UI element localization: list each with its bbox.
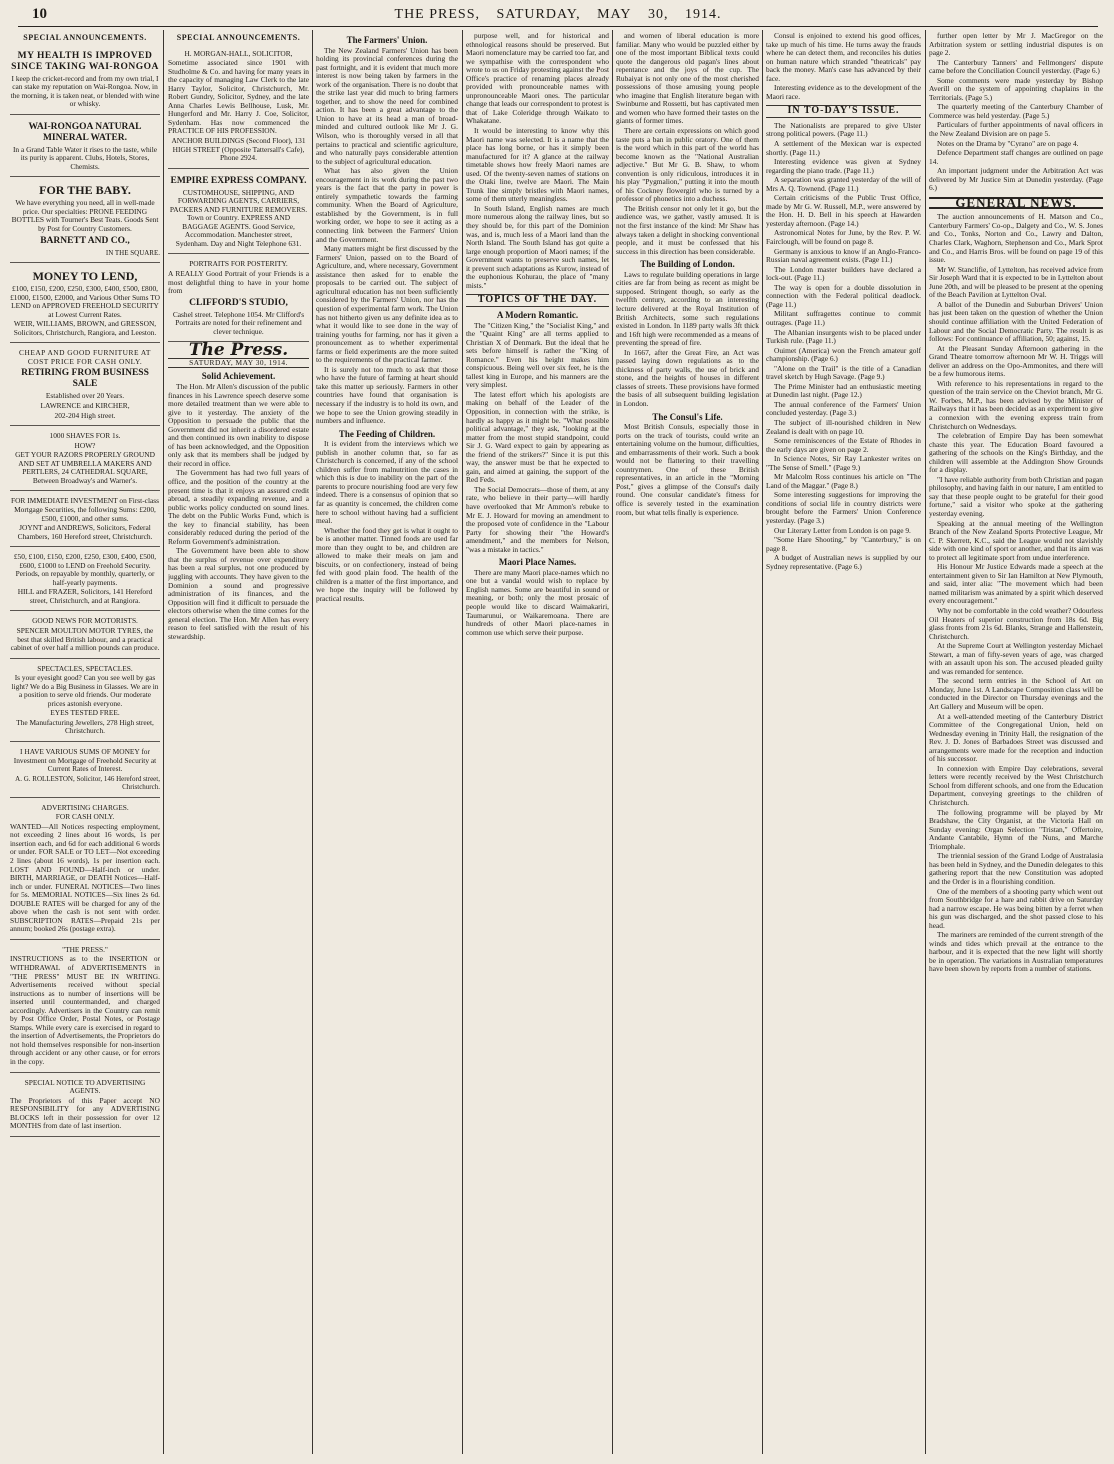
news-paragraph: His Honour Mr Justice Edwards made a speech at the entertainment given to Sir Ian Hamilton at New Plymouth, and said, inter alia: "The movement which had been named militarism was animated by a spirit which deserved every encouragement." — [929, 562, 1103, 606]
news-paragraph: The following programme will be played by Mr Bradshaw, the City Organist, at the Victoria Hall on Sunday evening: Organ Selection "Tristan," Offertoire, Andante Cantabile, Hymn of the Nuns, and Marche Triomphale. — [929, 807, 1103, 851]
issue-item: In Science Notes, Sir Ray Lankester writes on "The Sense of Smell." (Page 9.) — [766, 454, 921, 472]
article-paragraph: It is evident from the interviews which we publish in another column that, so far as Christchurch is concerned, if any of the school children suffer from malnutrition the cases in which this is due to inability on the part of the parents to procure nourishing food are very few indeed. There is a consensus of opinion that so far as quantity is concerned, the children come here to school without having had a sufficient meal. — [316, 439, 458, 526]
ad-firm: JOYNT and ANDREWS, Solicitors, Federal Chambers, 160 Hereford street, Christchurch. — [17, 523, 153, 541]
column-rule — [312, 30, 313, 1454]
news-paragraph: The second term entries in the School of Art on Monday, June 1st. A Landscape Composition class will be conducted in the Director on Thursday evenings and the Art Gallery and Museum will be open. — [929, 676, 1103, 712]
news-paragraph: The mariners are reminded of the current strength of the winds and tides which prevail at the entrance to the harbour, and it is expected that the new light will shortly be in operation. The variations in Australian temperatures have been shown by reports from a number of stations. — [929, 930, 1103, 974]
article-title: Maori Place Names. — [498, 557, 577, 568]
issue-item: Our Literary Letter from London is on page 9. — [774, 525, 911, 535]
news-paragraph: In connexion with Empire Day celebrations, several letters were recently received by the West Christchurch School from different schools, and one from the Education Department, conveying greetings to the children of Christchurch. — [929, 763, 1103, 808]
ad-text: CUSTOMHOUSE, SHIPPING, AND FORWARDING AGENTS, CARRIERS, PACKERS AND FURNITURE REMOVERS. Town or Country. EXPRESS AND BAGGAGE AGENTS. Good Service, Accommodation. Manchester street, Sydenham. Day and Night Telephone 631. — [169, 187, 308, 248]
news-paragraph: The triennial session of the Grand Lodge of Australasia has been held in Sydney, and the Dunedin delegates to this gathering report that the new Constitution was adopted and the Order is in a flourishing condition. — [929, 851, 1103, 886]
ad-text: Established over 20 Years. — [45, 391, 125, 401]
ad-title: EMPIRE EXPRESS COMPANY. — [170, 175, 307, 186]
issue-item: The way is open for a double dissolution in connection with the Federal political deadlock. (Page 11.) — [766, 282, 921, 309]
ad-text: WANTED—All Notices respecting employment, not exceeding 2 lines about 16 words, 1s per insertion each, and 6d for each additional 6 words or under. FOR SALE or TO LET—Not exceeding 2 lines (about 16 words), 1s per insertion each. LOST AND FOUND—Half-inch or under. BIRTH, MARRIAGE, or DEATH Notices—Half-inch or under. FUNERAL NOTICES—Two lines for 5s. MEMORIAL NOTICES—Six lines 2s 6d. DOUBLE RATES will be charged for any of the above when the cash is not sent with order. SUBSCRIPTION RATES—Prepaid 21s per annum; booked 26s (postage extra). — [10, 821, 160, 934]
article-paragraph: It would be interesting to know why this Maori name was selected. It is a name that the place has long borne, or has it simply been manufactured for it? A glance at the railway timetable shows how freely Maori names are used. Of the twenty-seven names of stations on the Otaki line, twelve are Maori. The Main Trunk line simply bristles with Maori names, some of them utterly meaningless. — [466, 126, 609, 204]
ad-address: Cashel street. Telephone 1054. Mr Clifford's Portraits are noted for their refinement and clever technique. — [172, 309, 305, 336]
ad-title: FOR THE BABY. — [39, 183, 131, 198]
editorial-paragraph: The Hon. Mr Allen's discussion of the public finances in his Lawrence speech deserve some more detailed treatment than we were able to give to it yesterday. The anxiety of the Opposition to persuade the public that the Government did not inherit a disordered estate and then continued its own inability to dispose of has been acknowledged, and the Opposition only ask that its members shall be judged by their record in office. — [168, 381, 309, 468]
article-paragraph: purpose well, and for historical and ethnological reasons should be preserved. But Maori nomenclature may be carried too far, and we sympathise with the correspondent who wrote to us on Friday protesting against the Post Office's practice of renaming places already provided with pronounceable names with unpronounceable Maori ones. The particular change that leads our correspondent to protest is that of Lake Coleridge through Waikato to Whakatane. — [466, 32, 609, 126]
advertisement — [10, 46, 160, 115]
advertisement — [10, 661, 160, 742]
article-paragraph: The New Zealand Farmers' Union has been holding its provincial conferences during the past fortnight, and it is evident that much more interest is now being taken by farmers in the work of the organisation. There is no doubt that the strike last year did much to bring farmers together, and to show the need for combined action. It has been a great advantage to the Union to have at its head a man of broad-minded and cultured outlook like Mr J. G. Wilson, who is thoroughly versed in all that pertains to practical and scientific agriculture, and who naturally pays considerable attention to the subject of agricultural education. — [316, 45, 458, 166]
ad-text: I HAVE VARIOUS SUMS OF MONEY for Investment on Mortgage of Freehold Security at Current Rates of Interest. — [13, 746, 157, 774]
ad-title: GOOD NEWS FOR MOTORISTS. — [32, 616, 138, 626]
news-paragraph: The auction announcements of H. Matson and Co., Canterbury Farmers' Co-op., Dalgety and Co., W. S. Jones and Co., Tonks, Norton and Co., Lawry and Dalton, Charles Clark, Waghorn, Stephenson and Co., Mark Sprot and Co., and Harris Bros. will be found on page 19 of this issue. — [929, 212, 1103, 265]
ad-text: Is your eyesight good? Can you see well by gas light? We do a Big Business in Glasses. We are in a position to serve old friends. Our moderate prices astonish everyone. — [11, 673, 159, 708]
advertisement — [10, 117, 160, 178]
column-rule — [163, 30, 164, 1454]
issue-item: The London master builders have declared a lock-out. (Page 11.) — [766, 264, 921, 283]
ad-text: Sometime associated since 1901 with Studholme & Co. and having for many years in the capacity of managing Law Clerk to the late Harry Taylor, Solicitor, Christchurch, Mr. Robert Gundry, Solicitor, Sydney, and the late Anna Charles Lewis Bellhouse, Lusk, Mr. Hungerford and Mr. Harry J. Coe, Solicitor, Sydenham. Has now commenced the PRACTICE OF HIS PROFESSION. — [168, 58, 309, 136]
ad-text: I keep the cricket-record and from my own trial, I can stake my reputation on Wai-Rongoa. Now, in the morning, it is taken neat, or blended with wine or whisky. — [10, 73, 160, 109]
issue-item: Particulars of further appointments of naval officers in the New Zealand Division are on page 5. — [929, 120, 1103, 139]
advertisement — [10, 800, 160, 940]
issue-item: A separation was granted yesterday of the will of Mrs A. Q. Townend. (Page 11.) — [766, 175, 921, 193]
ad-subtitle: RETIRING FROM BUSINESS SALE — [21, 368, 149, 390]
issue-item: The Prime Minister had an enthusiastic meeting at Dunedin last night. (Page 12.) — [766, 381, 921, 400]
section-heading: SPECIAL ANNOUNCEMENTS. — [23, 33, 147, 42]
column-7 — [929, 32, 1103, 1454]
ad-firm: CLIFFORD'S STUDIO, — [189, 297, 288, 308]
article-paragraph: Laws to regulate building operations in large cities are far from being as recent as might be supposed. Stringent though, so early as the twelfth century, according to an interesting lecture delivered at the Royal Institution of British Architects, some such regulations existed in London. In 1189 party walls 3ft thick and 16ft high were recommended as a means of preventing the spread of fire. — [616, 269, 759, 348]
ad-title: MONEY TO LEND, — [32, 269, 138, 284]
column-5 — [616, 32, 759, 1454]
masthead-month: MAY — [597, 7, 632, 22]
article-paragraph: There are certain expressions on which good taste puts a ban in public oratory. One of them is the word which in this part of the world has become known as the "National Australian adjective." But Mr G. B. Shaw, to whom convention is only ridiculous, introduces it in his play "Pygmalion," putting it into the mouth of his Cockney flowergirl who is turned by a professor of phonetics into a duchess. — [616, 126, 759, 204]
article-paragraph: The Social Democrats—those of them, at any rate, who believe in their party—will hardly have overlooked that Mr Ammon's rebuke to Mr E. J. Howard for moving an amendment to the proposed vote of confidence in the "Labour Party for showing their "the Howard's amendment," and the members for Nelson, "was a mistake in tactics." — [466, 484, 609, 554]
ad-title: CHEAP AND GOOD FURNITURE AT COST PRICE FOR CASH ONLY. — [19, 348, 151, 366]
ad-firm: The Manufacturing Jewellers, 278 High street, Christchurch. — [16, 717, 154, 736]
article-paragraph: What has also given the Union encouragement in its work during the past two years is the fact that the party in power is entirely sympathetic towards the farming community. When the Board of Agriculture, established by the Government, is in full working order, we hope to see it acting as a connecting link between the Farmers' Union and the Government. — [316, 166, 458, 244]
page-masthead — [18, 4, 1098, 27]
column-3 — [316, 32, 458, 1454]
issue-item: "Alone on the Trail" is the title of a Canadian travel sketch by Hugh Savage. (Page 9.) — [766, 363, 921, 382]
issue-item: The annual conference of the Farmers' Union concluded yesterday. (Page 3.) — [766, 399, 921, 418]
issue-item: Some comments were made yesterday by Bishop Averill on the system of appointing chaplains in the Territorials. (Page 5.) — [929, 75, 1103, 102]
ad-text: £100, £150, £200, £250, £300, £400, £500, £800, £1000, £1500, £2000, and Various Other Sums TO LEND on APPROVED FREEHOLD SECURITY at Lowest Current Rates. — [10, 284, 160, 319]
news-paragraph: With reference to his representations in regard to the question of the train service on the Cheviot branch, Mr G. W. Forbes, M.P., has been advised by the Minister of Railways that it has been decided as an experiment to give a connexion with the evening express train from Christchurch on Wednesdays. — [929, 378, 1103, 431]
news-paragraph: Speaking at the annual meeting of the Wellington Branch of the New Zealand Sports Protective League, Mr C. P. Skerrett, K.C., said the League would not slavishly side with one kind of sport or another, and that its aim was to protect all legitimate sport from undue interference. — [929, 518, 1103, 562]
advertisement — [10, 942, 160, 1073]
article-title: The Feeding of Children. — [338, 428, 436, 439]
article-title: A Modern Romantic. — [496, 309, 579, 320]
ad-title: MY HEALTH IS IMPROVED SINCE TAKING WAI-RONGOA — [11, 50, 159, 72]
issue-item: Militant suffragettes continue to commit outrages. (Page 11.) — [766, 309, 921, 327]
ad-text: We have everything you need, all in well-made price. Our specialties: PRONE FEEDING BOTTLES with Tourner's Best Teats. Goods Sent by Post for Country Customers. — [11, 198, 159, 234]
column-rule — [612, 30, 613, 1454]
ad-title: SPECIAL NOTICE TO ADVERTISING AGENTS. — [24, 1077, 146, 1096]
masthead-day: SATURDAY, — [496, 7, 581, 22]
issue-item: Interesting evidence was given at Sydney regarding the piano trade. (Page 11.) — [766, 157, 921, 175]
advertisement — [10, 549, 160, 611]
advertisement — [10, 744, 160, 798]
ad-text: The Proprietors of this Paper accept NO RESPONSIBILITY for any ADVERTISING BLOCKS left in their possession for over 12 MONTHS from date of last insertion. — [10, 1095, 160, 1131]
ad-subtitle: FOR CASH ONLY. — [55, 812, 115, 822]
ad-title: ADVERTISING CHARGES. — [41, 802, 129, 812]
ad-text: In a Grand Table Water it rises to the taste, while its purity is apparent. Clubs, Hotels, Stores, Chemists. — [12, 144, 158, 171]
masthead-title — [18, 7, 1098, 23]
article-paragraph: Many matters might be first discussed by the Farmers' Union, passed on to the Board of Agriculture, and, where necessary, Government assistance then asked for to enable the proposals to be carried out. The subject of agricultural education has not been sufficiently considered by the Farmers' Union, nor has the question of experimental farm work. The Union has not hitherto given us any definite idea as to what it would like to see done in the way of training youths for farming, nor has it given a pronouncement as to whether experimental farms or field experiments are the more suited to the requirements of the practical farmer. — [316, 244, 458, 365]
column-rule — [925, 30, 926, 1454]
article-title: The Farmers' Union. — [346, 35, 428, 45]
ad-firm: WEIR, WILLIAMS, BROWN, and GRESSON, Solicitors, Christchurch, Rangiora, and Leeston. — [13, 319, 157, 337]
editorial-title: Solid Achievement. — [201, 371, 276, 382]
issue-item: A budget of Australian news is supplied by our Sydney representative. (Page 6.) — [766, 553, 921, 571]
issue-item: The Albanian insurgents wish to be placed under Turkish rule. (Page 11.) — [766, 327, 921, 346]
ad-firm: LAWRENCE and KIRCHER, — [40, 401, 130, 411]
ad-firm: BARNETT AND CO., — [40, 235, 130, 246]
article-paragraph: Interesting evidence as to the development of the Maori race. — [766, 83, 921, 101]
ad-text: GET YOUR RAZORS PROPERLY GROUND AND SET AT UMBRELLA MAKERS AND PERTLERS, 24 CATHEDRAL SQUARE, Between Broadway's and Warner's. — [15, 450, 155, 485]
news-paragraph: At the Supreme Court at Wellington yesterday Michael Stewart, a man of fifty-seven years of age, was charged with an assault upon his son. The accused pleaded guilty and was remanded for sentence. — [929, 641, 1103, 676]
article-paragraph: and women of liberal education is more familiar. Many who would be puzzled either by one of the most important Biblical texts could quote the dangerous old pagan's lines about repentance and the joys of the cup. The Rubaiyat is not only one of the most cherished possessions of those amusing young people who imagine that English literature began with Swinburne and Rossetti, but has captivated men and women who have formed their tastes on the giants of former times. — [616, 32, 759, 126]
ad-text: A REALLY Good Portrait of your Friends is a most delightful thing to have in your home from — [168, 269, 309, 296]
section-heading: GENERAL NEWS. — [929, 197, 1103, 210]
news-paragraph: A ballot of the Dunedin and Suburban Drivers' Union has just been taken on the question of whether the Union should continue affiliation with the United Federation of Labour and the Social Democratic Party. The result is as follows: For continuance of affiliation, 50; against, 15. — [929, 299, 1103, 344]
article-title: The Building of London. — [640, 259, 735, 270]
article-title: The Consul's Life. — [652, 411, 723, 422]
issue-item: An important judgment under the Arbitration Act was delivered by Mr Justice Sim at Dunedin yesterday. (Page 6.) — [929, 166, 1103, 193]
ad-text: SPENCER MOULTON MOTOR TYRES, the best that skilled British labour, and a practical cabinet of over half a million pounds can produce. — [10, 625, 160, 653]
page-number: 10 — [32, 6, 47, 22]
ad-title: WAI-RONGOA NATURAL MINERAL WATER. — [28, 121, 142, 143]
issue-item: Defence Department staff changes are outlined on page 14. — [929, 148, 1103, 166]
issue-item: "Some Hare Shooting," by "Canterbury," is on page 8. — [766, 535, 921, 553]
advertisement — [10, 345, 160, 426]
advertisement — [10, 428, 160, 491]
article-paragraph: In 1667, after the Great Fire, an Act was passed laying down regulations as to the thickness of party walls, the use of brick and stone, and the heights of houses in different classes of streets. These provisions have formed the basis of all subsequent building legislation in London. — [616, 347, 759, 408]
article-paragraph: There are many Maori place-names which no one but a vandal would wish to replace by English names. Some are beautiful in sound or meaning, or both; only the most prosaic of people would like to discard Waimakariri, Taumarunui, or Waikaremoana. There are hundreds of other Maori place-names in common use which serve their purpose. — [466, 567, 609, 637]
ad-address: IN THE SQUARE. — [105, 248, 160, 257]
section-heading: SPECIAL ANNOUNCEMENTS. — [176, 33, 301, 42]
news-paragraph: "I have reliable authority from both Christian and pagan philosophy, and having faith in our nature, I am entitled to say that these people ought to be grateful for their good fortune," said a visitor who spoke at the gathering yesterday evening. — [929, 474, 1103, 518]
ad-subtitle: EYES TESTED FREE. — [50, 708, 120, 718]
column-6 — [766, 32, 921, 1454]
advertisement — [168, 171, 309, 255]
advertisement — [10, 179, 160, 263]
column-1-advertisements — [10, 32, 160, 1454]
issue-item: Some interesting suggestions for improving the conditions of social life in country districts were brought before the Farmers' Union Conference yesterday. (Page 3.) — [766, 490, 921, 525]
ad-title: PORTRAITS FOR POSTERITY. — [189, 259, 288, 269]
issue-item: Some reminiscences of the Estate of Rhodes in the early days are given on page 2. — [766, 436, 921, 454]
section-heading: TOPICS OF THE DAY. — [466, 294, 609, 307]
column-rule — [462, 30, 463, 1454]
article-paragraph: It is surely not too much to ask that those who have the future of farming at heart should take this matter up seriously. Farmers in other countries have found that organisation is necessary if the industry is to hold its own, and we hope to see the Union growing steadily in numbers and influence. — [316, 364, 458, 426]
issue-item: Mr Malcolm Ross continues his article on "The Land of the Maggar." (Page 8.) — [766, 472, 921, 490]
ad-title: 1000 SHAVES FOR 1s. — [49, 431, 121, 441]
news-paragraph: Why not be comfortable in the cold weather? Odourless Oil Heaters of superior construction from 18s 6d. Big glass fronts from 21s 6d. Blanks, Strange and Hallenstein, Christchurch. — [929, 606, 1103, 641]
editorial-paragraph: The Government has had two full years of office, and the position of the country at the present time is that it enjoys an assured credit abroad, a steadily expanding revenue, and a public works policy conducted on sound lines. The debt on the Public Works Fund, which is the key to financial stability, has been considerably reduced during the period of the Reform Government's administration. — [168, 468, 309, 546]
issue-item: The Canterbury Tanners' and Fellmongers' dispute came before the Conciliation Council yesterday. (Page 6.) — [929, 57, 1103, 76]
masthead-paper: THE PRESS, — [394, 7, 480, 22]
issue-item: The Nationalists are prepared to give Ulster strong political powers. (Page 11.) — [766, 120, 921, 139]
advertisement — [168, 46, 309, 169]
dateline: SATURDAY, MAY 30, 1914. — [168, 358, 309, 369]
news-paragraph: The celebration of Empire Day has been somewhat chaste this year. The Education Board favoured a gathering of the schools on the King's Birthday, and the children will assemble at the Addington Show Grounds for a display. — [929, 431, 1103, 475]
issue-item: A settlement of the Mexican war is expected shortly. (Page 11.) — [766, 139, 921, 157]
article-paragraph: Consul is enjoined to extend his good offices, take up much of his time. He turns away the frauds where he can detect them, and reconciles his duties on human nature which stranded "theatricals" pay back the money. Man's case has advanced by their face. — [766, 32, 921, 83]
advertisement — [10, 265, 160, 343]
news-paragraph: Mr W. Stanclifie, of Lyttelton, has received advice from Sir Joseph Ward that it is expected to be in Lyttelton about June 20th, and will be pleased to be present at the opening of the Beach Pavilion at Lyttelton Oval. — [929, 264, 1103, 300]
ad-title: H. MORGAN-HALL, SOLICITOR, — [184, 48, 293, 58]
news-paragraph: At a well-attended meeting of the Canterbury District Committee of the Congregational Union, held on Wednesday evening in Trinity Hall, the resignation of the Rev. J. D. Jones of Barbadoes Street was discussed and arrangements were made for the reception and induction of his successor. — [929, 711, 1103, 764]
ad-address: 202-204 High street. — [54, 410, 116, 420]
issue-item: The subject of ill-nourished children in New Zealand is dealt with on page 10. — [766, 417, 921, 436]
ad-firm: HILL and FRAZER, Solicitors, 141 Hereford street, Christchurch, and at Rangiora. — [17, 587, 153, 605]
article-paragraph: The latest effort which his apologists are making on behalf of the Leader of the Opposition, in connection with the strike, is hardly as happy as it might be. "What possible political advantage," they ask, "looking at the matter from the most stupid standpoint, could Sir J. G. Ward expect to gain by appearing as the friend of the strikers?" Since it is put this way, the answer must be that he expected to gain, and aimed at gaining, the support of the Red Feds. — [466, 389, 609, 485]
issue-item: further open letter by Mr J. MacGregor on the Arbitration system or settling industrial disputes is on page 2. — [929, 32, 1103, 58]
issue-item: Notes on the Drama by "Cyrano" are on page 4. — [937, 138, 1079, 148]
ad-firm: A. G. ROLLESTON, Solicitor, 146 Hereford street, Christchurch. — [15, 774, 160, 792]
news-paragraph: One of the members of a shooting party which went out from Southbridge for a hare and rabbit drive on Saturday had a narrow escape. He was being bitten by a ferret when his gun was discharged, and the shot passed close to his head. — [929, 886, 1103, 930]
ad-text: INSTRUCTIONS as to the INSERTION or WITHDRAWAL of ADVERTISEMENTS in "THE PRESS" MUST BE IN WRITING. Advertisements received without special instructions as to number of insertions will be inserted until countermanded, and charged accordingly. Advertisers in the Country can remit by Post Office Order, Postal Notes, or Postage Stamps. While every care is exercised in regard to the insertion of Advertisements, the Proprietors do not hold themselves responsible for non-insertion through accident or any other cause, or for errors in the copy. — [10, 954, 160, 1067]
issue-item: Astronomical Notes for June, by the Rev. P. W. Fairclough, will be found on page 8. — [766, 228, 921, 247]
issue-item: Germany is anxious to know if an Anglo-Franco-Russian naval agreement exists. (Page 11.) — [766, 246, 921, 265]
article-paragraph: The British censor not only let it go, but the audience was, we gather, vastly amused. It is not the first instance of the kind: Mr Shaw has always taken a delight in shocking conventional people, and it must be confessed that his success in this direction has been considerable. — [616, 203, 759, 256]
section-heading: IN TO-DAY'S ISSUE. — [766, 105, 921, 118]
editorial-paragraph: The Government have been able to show that the surplus of revenue over expenditure has been a real surplus, not one produced by juggling with accounts. They have given to the Dominion a sound and progressive administration of its finances, and the Opposition will find it difficult to persuade the electors otherwise when the time comes for the general election. The Hon. Mr Allen has every reason to feel satisfied with the result of his stewardship. — [168, 546, 309, 641]
advertisement — [10, 493, 160, 547]
ad-text: £50, £100, £150, £200, £250, £300, £400, £500, £600, £1000 to LEND on Freehold Security. Periods, on repayable by monthly, quarterly, or half-yearly payments. — [13, 552, 157, 587]
issue-item: The quarterly meeting of the Canterbury Chamber of Commerce was held yesterday. (Page 5.) — [929, 102, 1103, 120]
article-paragraph: The "Citizen King," the "Socialist King," and the "Quaint King" are all terms applied to Christian X of Denmark. But the ideal that he sets before himself is rather the "King of Romance." Even his height makes him conspicuous. Being well over six feet, he is the tallest king in Europe, and his manners are the very simplest. — [466, 320, 609, 390]
news-paragraph: At the Pleasant Sunday Afternoon gathering in the Grand Theatre tomorrow afternoon Mr W. H. Triggs will deliver an address on the Opo-Ammonites, and there will be a few humorous items. — [929, 343, 1103, 379]
article-paragraph: Whether the food they get is what it ought to be is another matter. Tinned foods are used far more than they ought to be, and children are allowed to make their meals on jam and biscuits, or on confectionery, instead of being fed with good plain food. The health of the children is a matter of the first importance, and we hope the inquiry will be followed by practical results. — [316, 525, 458, 603]
issue-item: Ouimet (America) won the French amateur golf championship. (Page 6.) — [766, 345, 921, 364]
masthead-year: 1914. — [684, 7, 722, 22]
newspaper-nameplate: The Press. — [188, 340, 289, 361]
article-paragraph: Most British Consuls, especially those in ports on the track of tourists, could write an entertaining volume on the humour, difficulties, and embarrassments of their work. Such a book would not be flattering to their travelling countrymen. One of these British representatives, in an article in the "Morning Post," gives a glimpse of the Consul's daily round. One consular candidate's fitness for office is severely tested in the examination room, but what tells finally is experience. — [616, 422, 759, 517]
column-rule — [762, 30, 763, 1454]
article-paragraph: In South Island, English names are much more numerous along the railway lines, but so they should be, for this part of the Dominion was, and is, much less of a Maori land than the North Island. The South Island has got quite a large enough proportion of Maori names; if the Government wants to preserve such names, let it prevent such adaptations as Kurow, instead of the euphonious Kohurau, the place of "many mists." — [466, 203, 609, 290]
ad-text: FOR IMMEDIATE INVESTMENT on First-class Mortgage Securities, the following Sums: £200, £500, £1000, and other sums. — [10, 496, 160, 523]
ad-subtitle: HOW? — [74, 440, 96, 450]
ad-title: "THE PRESS." — [62, 944, 108, 954]
column-4 — [466, 32, 609, 1454]
advertisement — [168, 256, 309, 342]
masthead-date: 30, — [647, 7, 669, 22]
advertisement — [10, 613, 160, 658]
advertisement — [10, 1075, 160, 1137]
column-2 — [168, 32, 309, 1454]
issue-item: Certain criticisms of the Public Trust Office, made by Mr G. W. Russell, M.P., were answered by the Hon. H. D. Bell in his speech at Hawarden yesterday afternoon. (Page 14.) — [766, 193, 921, 228]
ad-title: SPECTACLES, SPECTACLES. — [37, 663, 133, 673]
ad-address: ANCHOR BUILDINGS (Second Floor), 131 HIGH STREET (Opposite Tattersall's Cafe), Phone 2924. — [171, 136, 306, 163]
